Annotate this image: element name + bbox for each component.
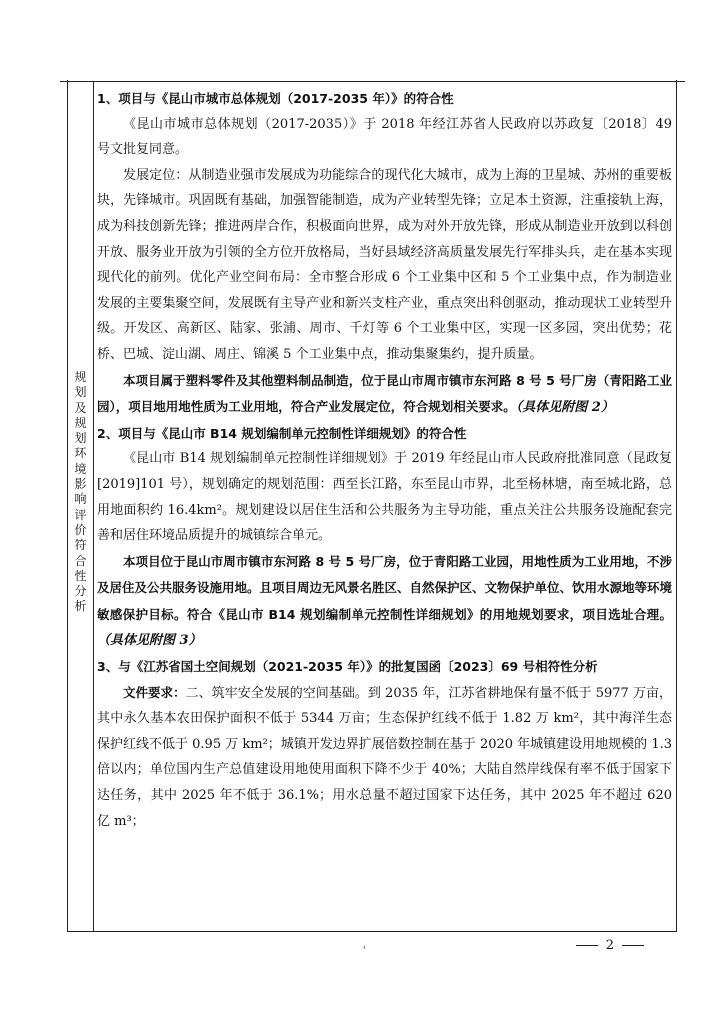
section-1-heading: 1、项目与《昆山市城市总体规划（2017-2035 年）》的符合性 [97, 91, 454, 106]
section-2-conclusion-text: 本项目位于昆山市周市镇市东河路 8 号 5 号厂房，位于青阳路工业园，用地性质为工业用地，不涉及居住及公共服务设施用地。且项目周边无风景名胜区、自然保护区、文物保护单位、饮用水源地等环境敏感保护目标。符合《昆山市 B14 规划编制单元控制性详细规划》的用地规划要求，项目选址合理。 [97, 553, 673, 622]
center-mark: ' [363, 946, 366, 956]
table-label-column [67, 82, 94, 932]
page-number: 2 [605, 938, 614, 953]
section-1-paragraph-2: 发展定位：从制造业强市发展成为功能综合的现代化大城市，成为上海的卫星城、苏州的重要板块，先锋城市。巩固既有基础，加强智能制造，成为产业转型先锋；立足本土资源，注重接轨上海，成为科技创新先锋；推进两岸合作，积极面向世界，成为对外开放先锋，形成从制造业开放到以科创开放、服务业开放为引领的全方位开放格局，当好县域经济高质量发展先行军排头兵，走在基本实现现代化的前列。优化产业空间布局：全市整合形成 6 个工业集中区和 5 个工业集中点，作为制造业发展的主要集聚空间，发展既有主导产业和新兴支柱产业，重点突出科创驱动，推动现状工业转型升级。开发区、高新区、陆家、张浦、周市、千灯等 6 个工业集中区，实现一区多园，突出优势；花桥、巴城、淀山湖、周庄、锦溪 5 个工业集中点，推动集聚集约，提升质量。 [97, 167, 672, 362]
section-1-figure-ref: （具体见附图 2） [515, 400, 614, 416]
section-3-requirement-text: 二、筑牢安全发展的空间基础。到 2035 年，江苏省耕地保有量不低于 5977 万亩，其中永久基本农田保护面积不低于 5344 万亩；生态保护红线不低于 1.82 万 km²，其中海洋生态保护红线不低于 0.95 万 km²；城镇开发边界扩展倍数控制在基于 2020 年城镇建设用地规模的 1.3 倍以内；单位国内生产总值建设用地使用面积下降不少于 40%；大陆自然岸线保有率不低于国家下达任务，其中 2025 年不低于 36.1%；用水总量不超过国家下达任务，其中 2025 年不超过 620 亿 m³； [97, 685, 672, 829]
section-2-heading: 2、项目与《昆山市 B14 规划编制单元控制性详细规划》的符合性 [97, 425, 467, 441]
section-1-conclusion-text: 本项目属于塑料零件及其他塑料制品制造，位于昆山市周市镇市东河路 8 号 5 号厂房（青阳路工业园），项目地用地性质为工业用地，符合产业发展定位，符合规划相关要求。 [97, 372, 672, 415]
section-3-paragraph-1 [97, 680, 672, 835]
page-footer [568, 938, 652, 953]
section-3-heading: 3、与《江苏省国土空间规划（2021-2035 年）》的批复国函〔2023〕69 号相符性分析 [97, 659, 598, 675]
section-2-figure-ref: （具体见附图 3） [97, 633, 202, 649]
content-cell [97, 86, 672, 834]
section-1-conclusion [97, 368, 672, 421]
side-label: 规 划 及 规 划 环 境 影 响 评 价 符 合 性 分 析 [74, 370, 87, 614]
section-2-conclusion [97, 549, 672, 654]
footer-dash-right [622, 945, 644, 946]
section-3-requirement-label: 文件要求： [123, 684, 186, 700]
section-1-paragraph-1: 《昆山市城市总体规划（2017-2035）》于 2018 年经江苏省人民政府以苏政复〔2018〕49 号文批复同意。 [97, 116, 672, 158]
section-2-paragraph-1: 《昆山市 B14 规划编制单元控制性详细规划》于 2019 年经昆山市人民政府批准同意（昆政复[2019]101 号），规划确定的规划范围：西至长江路，东至昆山市界，北至杨林塘，南至城北路，总用地面积约 16.4km²。规划建设以居住生活和公共服务为主导功能，重点关注公共服务设施配套完善和居住环境品质提升的城镇综合单元。 [97, 451, 672, 544]
footer-dash-left [576, 945, 598, 946]
